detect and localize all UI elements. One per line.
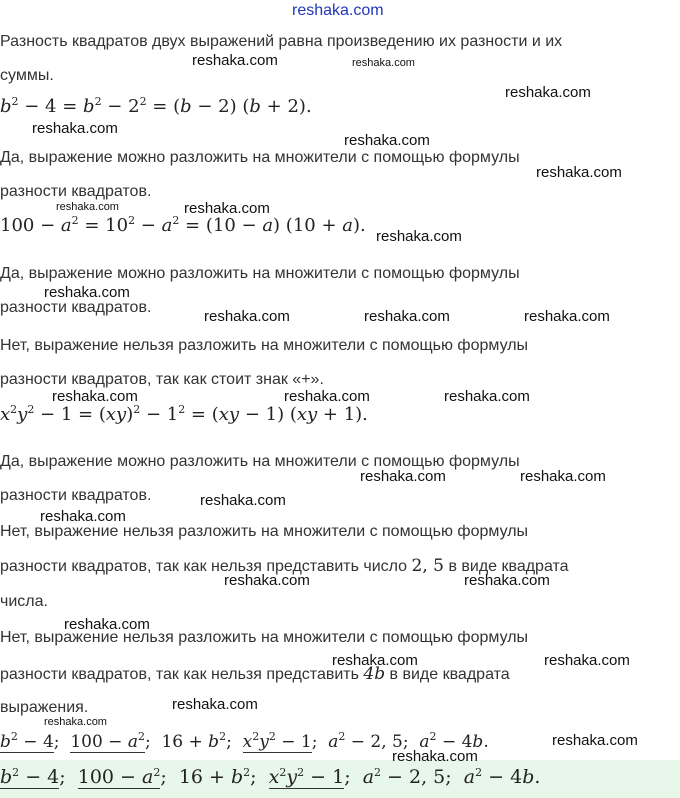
watermark: reshaka.com: [184, 200, 270, 217]
watermark: reshaka.com: [44, 716, 107, 728]
watermark: reshaka.com: [544, 652, 630, 669]
paragraph-text: суммы.: [0, 67, 54, 84]
paragraph-text: выражения.: [0, 699, 89, 716]
watermark: reshaka.com: [52, 388, 138, 405]
watermark: reshaka.com: [332, 652, 418, 669]
formula-line: $x^2y^2 - 1 = (xy)^2 - 1^2 = (xy - 1) (xy + 1)$.: [0, 403, 368, 425]
watermark: reshaka.com: [552, 732, 638, 749]
paragraph-text: Нет, выражение нельзя разложить на множители с помощью формулы: [0, 629, 529, 646]
watermark: reshaka.com: [172, 696, 258, 713]
watermark: reshaka.com: [32, 120, 118, 137]
paragraph-text: разности квадратов, так как нельзя представить 4b в виде квадрата: [0, 664, 510, 684]
watermark: reshaka.com: [224, 572, 310, 589]
site-header-watermark: reshaka.com: [292, 2, 384, 19]
paragraph-text: разности квадратов.: [0, 183, 152, 200]
paragraph-text: Разность квадратов двух выражений равна произведению их разности и их: [0, 33, 563, 50]
watermark: reshaka.com: [376, 228, 462, 245]
paragraph-text: разности квадратов, так как стоит знак «+».: [0, 371, 324, 388]
watermark: reshaka.com: [204, 308, 290, 325]
watermark: reshaka.com: [40, 508, 126, 525]
paragraph-text: Нет, выражение нельзя разложить на множители с помощью формулы: [0, 523, 529, 540]
watermark: reshaka.com: [352, 57, 415, 69]
watermark: reshaka.com: [360, 468, 446, 485]
watermark: reshaka.com: [536, 164, 622, 181]
paragraph-text: разности квадратов.: [0, 487, 152, 504]
summary-formula-line: $b^2 - 4$; $100 - a^2$; $16 + b^2$; $x^2y^2 - 1$; $a^2 - 2$, 5; $a^2 - 4b$.: [0, 730, 489, 752]
watermark: reshaka.com: [56, 201, 119, 213]
paragraph-text: разности квадратов, так как нельзя представить число 2, 5 в виде квадрата: [0, 556, 569, 576]
watermark: reshaka.com: [524, 308, 610, 325]
watermark: reshaka.com: [444, 388, 530, 405]
answer-formula-line: $b^2 - 4$; $100 - a^2$; $16 + b^2$; $x^2y^2 - 1$; $a^2 - 2$, 5; $a^2 - 4b$.: [0, 766, 541, 788]
watermark: reshaka.com: [200, 492, 286, 509]
watermark: reshaka.com: [464, 572, 550, 589]
paragraph-text: Да, выражение можно разложить на множители с помощью формулы: [0, 149, 520, 166]
paragraph-text: разности квадратов.: [0, 299, 152, 316]
watermark: reshaka.com: [344, 132, 430, 149]
watermark: reshaka.com: [364, 308, 450, 325]
watermark: reshaka.com: [520, 468, 606, 485]
watermark: reshaka.com: [192, 52, 278, 69]
watermark: reshaka.com: [44, 284, 130, 301]
watermark: reshaka.com: [392, 748, 478, 765]
formula-line: $100 - a^2 = 10^2 - a^2 = (10 - a) (10 + a)$.: [0, 214, 366, 236]
paragraph-text: Нет, выражение нельзя разложить на множители с помощью формулы: [0, 337, 529, 354]
watermark: reshaka.com: [284, 388, 370, 405]
formula-line: $b^2 - 4 = b^2 - 2^2 = (b - 2) (b + 2)$.: [0, 95, 312, 117]
paragraph-text: Да, выражение можно разложить на множители с помощью формулы: [0, 453, 520, 470]
paragraph-text: числа.: [0, 593, 48, 610]
watermark: reshaka.com: [505, 84, 591, 101]
paragraph-text: Да, выражение можно разложить на множители с помощью формулы: [0, 265, 520, 282]
watermark: reshaka.com: [64, 616, 150, 633]
